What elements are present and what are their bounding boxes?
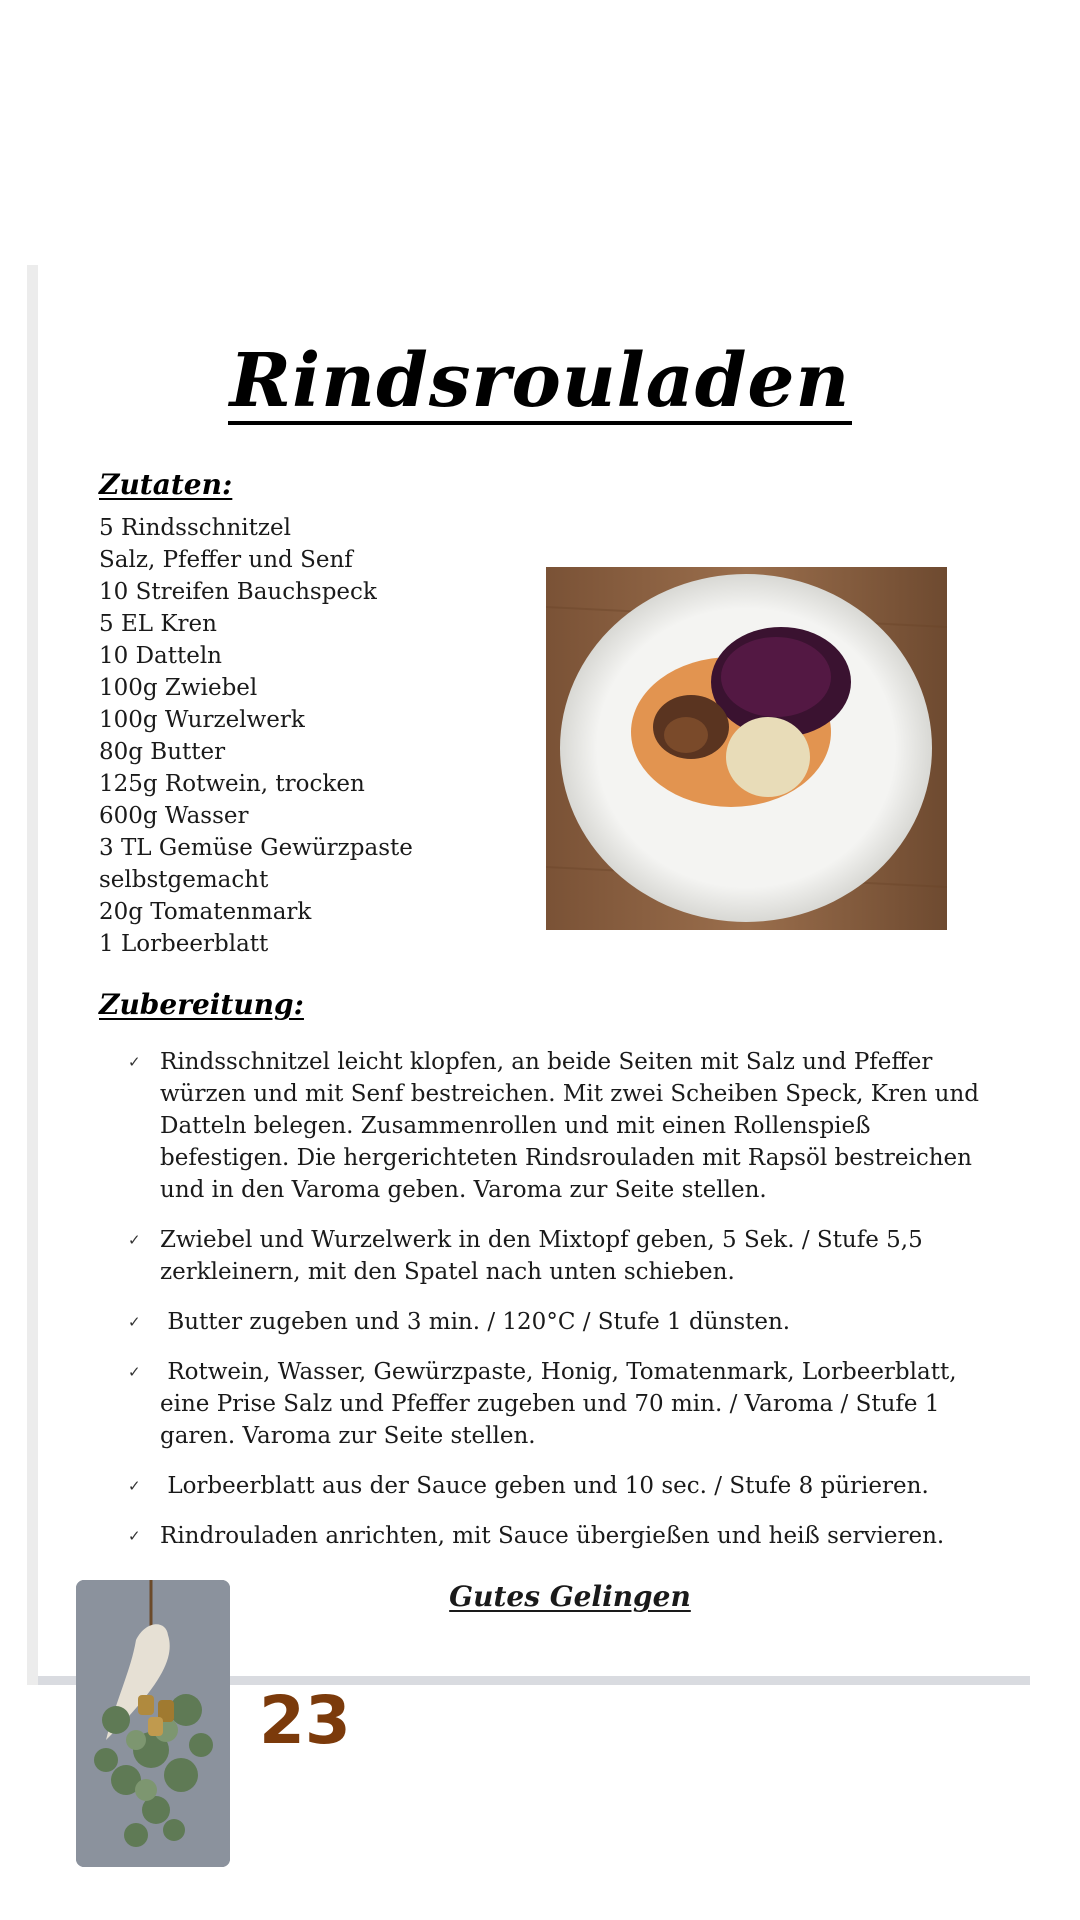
ingredients-heading: Zutaten: xyxy=(99,468,233,501)
ingredient-item: Salz, Pfeffer und Senf xyxy=(99,547,353,573)
ingredient-item: 100g Zwiebel xyxy=(99,675,258,701)
preparation-step xyxy=(128,1356,988,1452)
check-icon: ✓ xyxy=(128,1313,141,1331)
check-icon: ✓ xyxy=(128,1477,141,1495)
preparation-step xyxy=(128,1306,988,1338)
preparation-step xyxy=(128,1046,988,1206)
step-text: Rindrouladen anrichten, mit Sauce übergießen und heiß servieren. xyxy=(160,1523,945,1549)
preparation-step xyxy=(128,1224,988,1288)
ingredient-item: 10 Datteln xyxy=(99,643,222,669)
decoration-photo xyxy=(76,1580,230,1867)
step-text: Butter zugeben und 3 min. / 120°C / Stufe 1 dünsten. xyxy=(160,1309,791,1335)
preparation-heading: Zubereitung: xyxy=(99,988,304,1021)
ingredient-item: 1 Lorbeerblatt xyxy=(99,931,269,957)
check-icon: ✓ xyxy=(128,1363,141,1381)
preparation-step xyxy=(128,1520,988,1552)
recipe-title: Rindsrouladen xyxy=(229,338,851,424)
ingredient-item: 10 Streifen Bauchspeck xyxy=(99,579,377,605)
ingredient-item: 5 Rindsschnitzel xyxy=(99,515,291,541)
step-text: Lorbeerblatt aus der Sauce geben und 10 sec. / Stufe 8 pürieren. xyxy=(160,1473,929,1499)
preparation-step xyxy=(128,1470,988,1502)
closing-text: Gutes Gelingen xyxy=(449,1580,691,1613)
step-text: Rotwein, Wasser, Gewürzpaste, Honig, Tomatenmark, Lorbeerblatt, eine Prise Salz und Pfeffer zugeben und 70 min. / Varoma / Stufe 1 garen. Varoma zur Seite stellen. xyxy=(160,1359,964,1449)
ingredient-item: 600g Wasser xyxy=(99,803,249,829)
ingredient-item: 3 TL Gemüse Gewürzpaste xyxy=(99,835,413,861)
step-text: Zwiebel und Wurzelwerk in den Mixtopf geben, 5 Sek. / Stufe 5,5 zerkleinern, mit den Spatel nach unten schieben. xyxy=(160,1227,931,1285)
check-icon: ✓ xyxy=(128,1527,141,1545)
ingredient-item: 125g Rotwein, trocken xyxy=(99,771,365,797)
check-icon: ✓ xyxy=(128,1231,141,1249)
ingredient-item: 100g Wurzelwerk xyxy=(99,707,305,733)
preparation-steps xyxy=(128,1046,988,1570)
ingredient-item: selbstgemacht xyxy=(99,867,269,893)
page-number: 23 xyxy=(259,1682,351,1759)
ingredients-list xyxy=(99,512,413,960)
check-icon: ✓ xyxy=(128,1053,141,1071)
dish-photo xyxy=(546,567,947,930)
ingredient-item: 80g Butter xyxy=(99,739,226,765)
step-text: Rindsschnitzel leicht klopfen, an beide Seiten mit Salz und Pfeffer würzen und mit Senf bestreichen. Mit zwei Scheiben Speck, Kren und Datteln belegen. Zusammenrollen und mit einen Rollenspieß befestigen. Die hergerichteten Rindsrouladen mit Rapsöl bestreichen und in den Varoma geben. Varoma zur Seite stellen. xyxy=(160,1049,987,1203)
ingredient-item: 5 EL Kren xyxy=(99,611,217,637)
ingredient-item: 20g Tomatenmark xyxy=(99,899,312,925)
